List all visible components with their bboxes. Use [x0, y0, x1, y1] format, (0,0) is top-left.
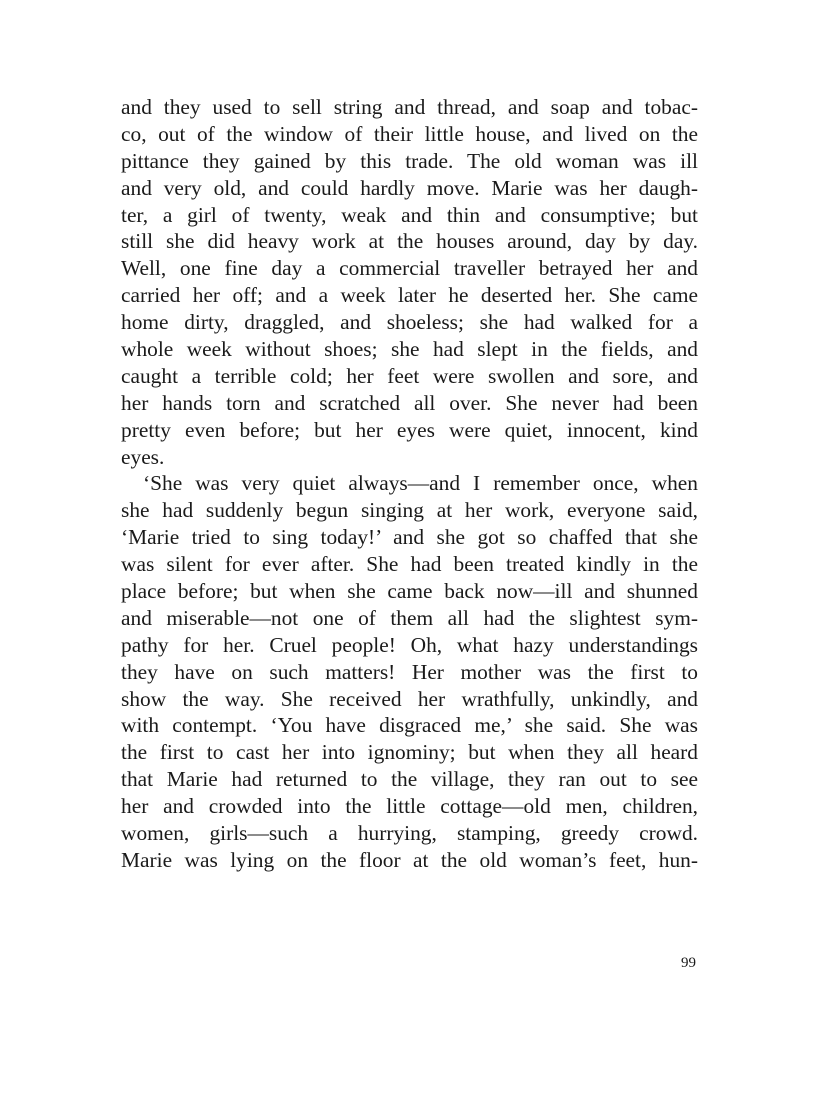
text-line: and very old, and could hardly move. Marie was her daugh- — [121, 175, 698, 200]
text-line: and they used to sell string and thread, and soap and tobac- — [121, 95, 698, 119]
text-line: ‘She was very quiet always—and I remember once, when — [143, 471, 698, 496]
body-text — [121, 94, 698, 874]
text-line: home dirty, draggled, and shoeless; she had walked for a — [121, 310, 698, 335]
text-line: show the way. She received her wrathfully, unkindly, and — [121, 686, 698, 711]
text-line: and miserable—not one of them all had the slightest sym- — [121, 605, 698, 630]
text-line: pathy for her. Cruel people! Oh, what hazy understandings — [121, 632, 698, 657]
text-line: the first to cast her into ignominy; but when they all heard — [121, 740, 698, 765]
text-line: ‘Marie tried to sing today!’ and she got so chaffed that she — [121, 525, 698, 550]
text-line: caught a terrible cold; her feet were swollen and sore, and — [121, 363, 698, 388]
text-line: that Marie had returned to the village, they ran out to see — [121, 767, 698, 792]
text-line: co, out of the window of their little house, and lived on the — [121, 121, 698, 146]
text-line: pittance they gained by this trade. The old woman was ill — [121, 148, 698, 173]
text-line: women, girls—such a hurrying, stamping, greedy crowd. — [121, 821, 698, 846]
text-line: Marie was lying on the floor at the old woman’s feet, hun- — [121, 847, 698, 872]
text-line: her and crowded into the little cottage—old men, children, — [121, 794, 698, 819]
text-line: still she did heavy work at the houses around, day by day. — [121, 229, 698, 254]
text-line: her hands torn and scratched all over. She never had been — [121, 390, 698, 415]
text-line: place before; but when she came back now—ill and shunned — [121, 579, 698, 604]
text-line: was silent for ever after. She had been treated kindly in the — [121, 552, 698, 577]
text-line: whole week without shoes; she had slept in the fields, and — [121, 337, 698, 362]
text-line: with contempt. ‘You have disgraced me,’ she said. She was — [121, 713, 698, 738]
text-line: pretty even before; but her eyes were quiet, innocent, kind — [121, 417, 698, 442]
text-line: she had suddenly begun singing at her work, everyone said, — [121, 498, 698, 523]
text-line: they have on such matters! Her mother was the first to — [121, 659, 698, 684]
page-number: 99 — [681, 955, 696, 971]
text-line: ter, a girl of twenty, weak and thin and consumptive; but — [121, 202, 698, 227]
paragraph-1 — [121, 94, 698, 470]
text-line: eyes. — [121, 444, 165, 469]
text-line: carried her off; and a week later he deserted her. She came — [121, 283, 698, 308]
text-line: Well, one fine day a commercial traveller betrayed her and — [121, 256, 698, 281]
paragraph-2 — [121, 470, 698, 873]
